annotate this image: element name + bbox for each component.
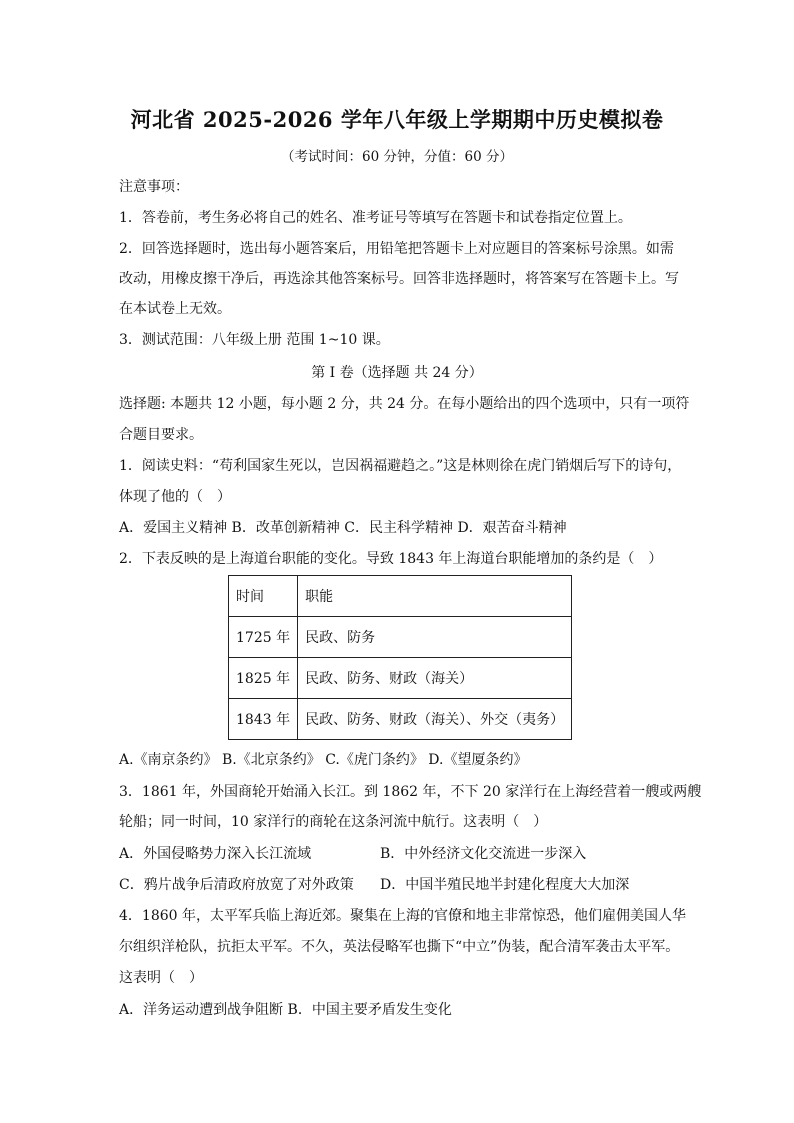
table-row [229, 617, 572, 658]
duty-change-table [228, 575, 572, 740]
question-1-stem: 体现了他的（ ） [119, 489, 231, 505]
question-4-stem: 4．1860 年，太平军兵临上海近郊。聚集在上海的官僚和地主非常惊恐，他们雇佣美国人华 [119, 908, 686, 924]
question-2-stem: 2．下表反映的是上海道台职能的变化。导致 1843 年上海道台职能增加的条约是（ ） [119, 551, 663, 567]
question-4-stem: 这表明（ ） [119, 970, 203, 986]
question-3-option-b: B．中外经济文化交流进一步深入 [380, 846, 587, 862]
question-3-option-c: C．鸦片战争后清政府放宽了对外政策 [119, 877, 354, 893]
notice-line: 在本试卷上无效。 [119, 301, 231, 317]
question-3-option-d: D．中国半殖民地半封建化程度大大加深 [380, 877, 630, 893]
table-header-cell: 职能 [298, 576, 572, 617]
table-row [229, 658, 572, 699]
question-1-options: A．爱国主义精神 B．改革创新精神 C．民主科学精神 D．艰苦奋斗精神 [119, 520, 567, 536]
notice-heading: 注意事项： [119, 179, 189, 195]
section-intro: 合题目要求。 [119, 427, 203, 443]
notice-line: 改动，用橡皮擦干净后，再选涂其他答案标号。回答非选择题时，将答案写在答题卡上。写 [119, 271, 679, 287]
section-intro: 选择题: 本题共 12 小题，每小题 2 分，共 24 分。在每小题给出的四个选项中，只有一项符 [119, 396, 690, 412]
table-cell: 民政、防务 [298, 617, 572, 658]
question-3-option-a: A．外国侵略势力深入长江流域 [119, 846, 312, 862]
question-4-stem: 尔组织洋枪队，抗拒太平军。不久，英法侵略军也撕下“中立”伪装，配合清军袭击太平军。 [119, 939, 680, 955]
question-3-stem: 3．1861 年，外国商轮开始涌入长江。到 1862 年，不下 20 家洋行在上海经营着一艘或两艘 [119, 784, 702, 800]
table-cell: 民政、防务、财政（海关） [298, 658, 572, 699]
exam-subtitle: （考试时间：60 分钟，分值：60 分） [281, 149, 513, 165]
notice-line: 1．答卷前，考生务必将自己的姓名、准考证号等填写在答题卡和试卷指定位置上。 [119, 210, 632, 226]
table-header-cell: 时间 [229, 576, 298, 617]
question-4-options: A．洋务运动遭到战争阻断 B．中国主要矛盾发生变化 [119, 1002, 452, 1018]
table-header-row [229, 576, 572, 617]
notice-line: 3．测试范围：八年级上册 范围 1~10 课。 [119, 332, 390, 348]
question-3-stem: 轮船；同一时间，10 家洋行的商轮在这条河流中航行。这表明（ ） [119, 814, 548, 830]
table-cell: 1843 年 [229, 699, 298, 740]
notice-line: 2．回答选择题时，选出每小题答案后，用铅笔把答题卡上对应题目的答案标号涂黑。如需 [119, 241, 674, 257]
exam-title: 河北省 2025-2026 学年八年级上学期期中历史模拟卷 [130, 107, 664, 132]
question-1-stem: 1．阅读史料：“苟利国家生死以，岂因祸福避趋之。”这是林则徐在虎门销烟后写下的诗句， [119, 458, 682, 474]
table-cell: 1725 年 [229, 617, 298, 658]
table-cell: 1825 年 [229, 658, 298, 699]
section-title: 第 I 卷（选择题 共 24 分） [311, 365, 483, 381]
question-2-options: A.《南京条约》 B.《北京条约》 C.《虎门条约》 D.《望厦条约》 [119, 752, 528, 768]
table-cell: 民政、防务、财政（海关）、外交（夷务） [298, 699, 572, 740]
table-row [229, 699, 572, 740]
